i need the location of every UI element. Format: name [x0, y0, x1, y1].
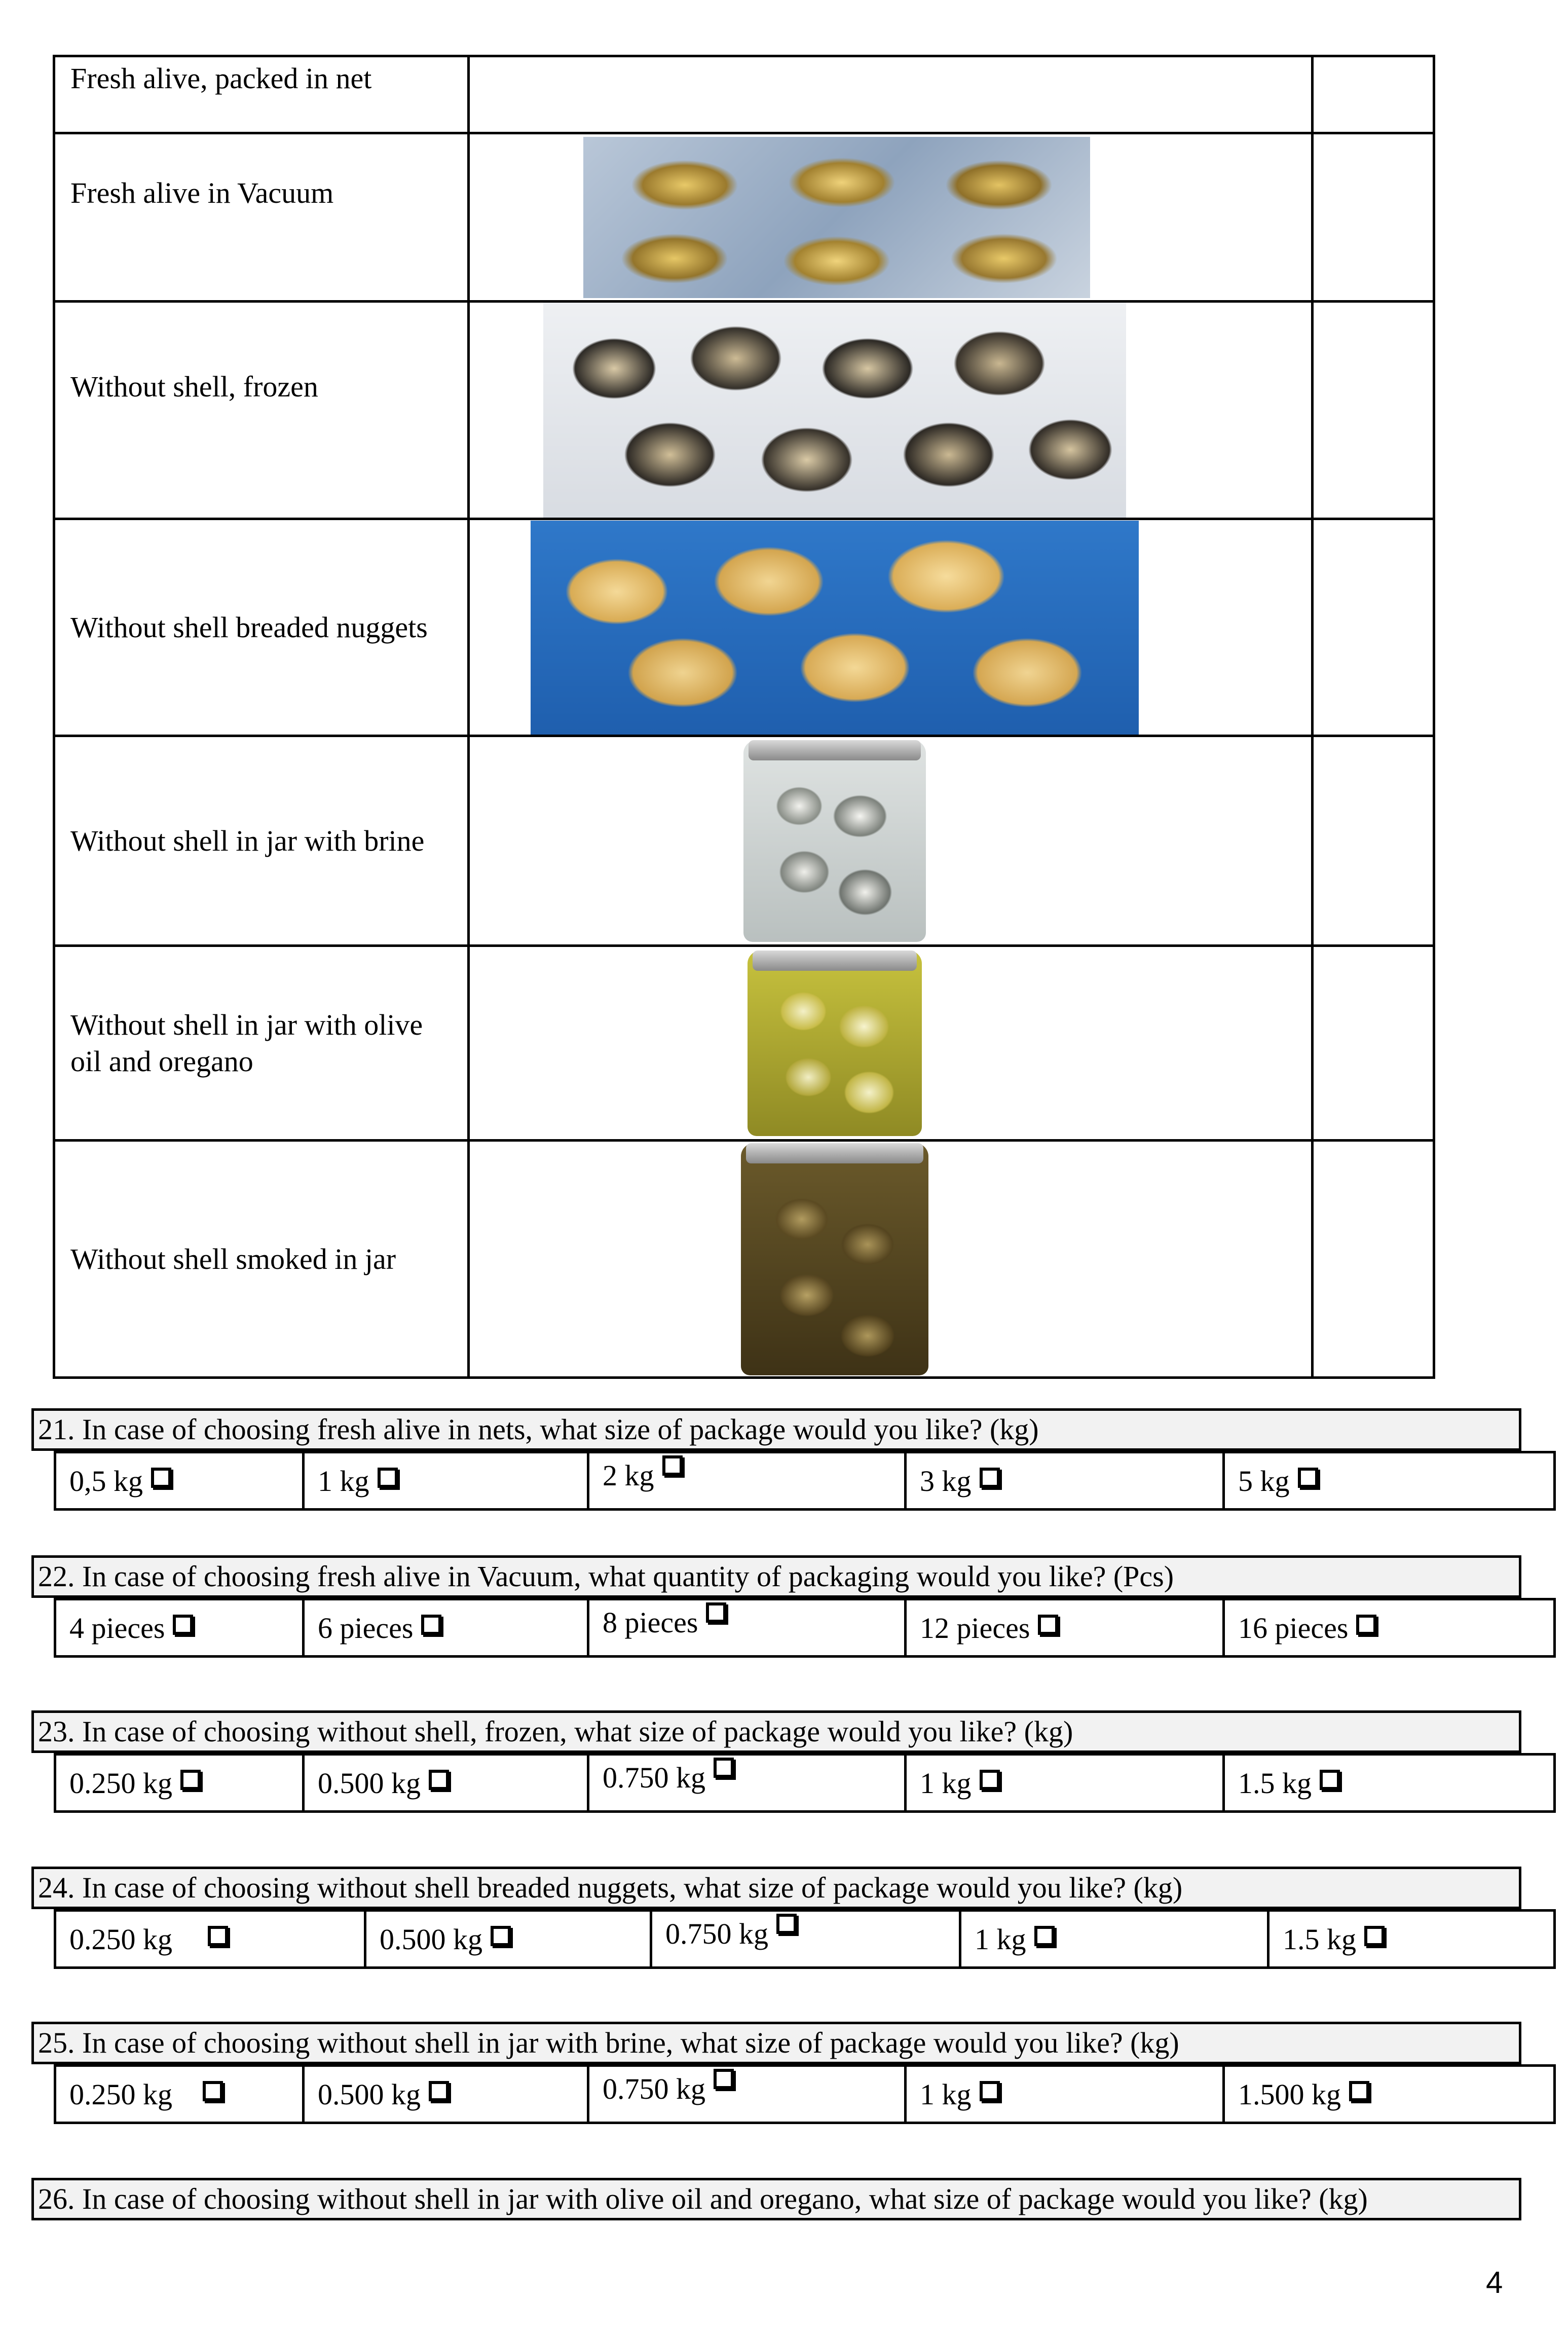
option-cell[interactable]: [56, 2067, 305, 2122]
checkbox-icon[interactable]: [776, 1914, 797, 1934]
page-number: 4: [1486, 2266, 1503, 2299]
option-label: 16 pieces: [1238, 1611, 1349, 1645]
option-label: 4 pieces: [69, 1611, 165, 1645]
product-row: [54, 302, 1434, 519]
checkbox-icon[interactable]: [662, 1455, 683, 1476]
checkbox-icon[interactable]: [180, 1770, 201, 1790]
option-label: 0,5 kg: [69, 1464, 143, 1498]
question-text: 23. In case of choosing without shell, frozen, what size of package would you like? (kg): [31, 1710, 1521, 1753]
product-image-cell: [469, 736, 1313, 946]
selection-cell[interactable]: [1313, 736, 1434, 946]
checkbox-icon[interactable]: [208, 1926, 228, 1946]
option-cell[interactable]: [907, 1453, 1225, 1508]
checkbox-icon[interactable]: [1349, 2081, 1369, 2101]
option-label: 0.750 kg: [665, 1917, 768, 1950]
selection-cell[interactable]: [1313, 302, 1434, 519]
product-image-cell: [469, 519, 1313, 736]
product-label: Fresh alive, packed in net: [54, 56, 469, 133]
option-cell[interactable]: [366, 1912, 652, 1966]
option-label: 0.500 kg: [318, 2077, 421, 2111]
checkbox-icon[interactable]: [429, 2081, 449, 2101]
option-cell[interactable]: [56, 1600, 305, 1655]
option-cell[interactable]: [305, 1453, 589, 1508]
product-row: [54, 133, 1434, 302]
product-label: Fresh alive in Vacuum: [54, 133, 469, 302]
checkbox-icon[interactable]: [706, 1602, 726, 1623]
breaded-nuggets-photo: [531, 521, 1139, 735]
option-label: 1 kg: [920, 2077, 972, 2111]
checkbox-icon[interactable]: [173, 1615, 193, 1635]
option-label: 0.500 kg: [380, 1922, 482, 1956]
option-row: [54, 1753, 1556, 1813]
option-cell[interactable]: [589, 1600, 907, 1655]
product-label: Without shell breaded nuggets: [54, 519, 469, 736]
vacuum-oysters-photo: [583, 137, 1090, 298]
option-cell[interactable]: [1225, 1756, 1553, 1810]
option-label: 6 pieces: [318, 1611, 414, 1645]
option-cell[interactable]: [961, 1912, 1270, 1966]
option-label: 0.250 kg: [69, 2077, 172, 2111]
option-label: 3 kg: [920, 1464, 972, 1498]
option-cell[interactable]: [589, 2067, 907, 2122]
checkbox-icon[interactable]: [491, 1926, 511, 1946]
checkbox-icon[interactable]: [421, 1615, 441, 1635]
product-image-cell: [469, 1141, 1313, 1378]
checkbox-icon[interactable]: [714, 1758, 734, 1778]
question-text: 25. In case of choosing without shell in jar with brine, what size of package would you like? (kg): [31, 2022, 1521, 2064]
selection-cell[interactable]: [1313, 519, 1434, 736]
option-cell[interactable]: [652, 1912, 961, 1966]
option-cell[interactable]: [907, 1756, 1225, 1810]
checkbox-icon[interactable]: [980, 1770, 1000, 1790]
product-row: [54, 1141, 1434, 1378]
option-row: [54, 2064, 1556, 2124]
option-label: 0.750 kg: [603, 1761, 705, 1794]
option-row: [54, 1598, 1556, 1658]
product-image-cell: [469, 302, 1313, 519]
option-cell[interactable]: [305, 2067, 589, 2122]
option-label: 5 kg: [1238, 1464, 1290, 1498]
product-label: Without shell smoked in jar: [54, 1141, 469, 1378]
selection-cell[interactable]: [1313, 133, 1434, 302]
checkbox-icon[interactable]: [151, 1468, 171, 1488]
option-cell[interactable]: [589, 1756, 907, 1810]
jar-smoked-photo: [741, 1143, 928, 1375]
product-image-cell: [469, 133, 1313, 302]
checkbox-icon[interactable]: [1320, 1770, 1340, 1790]
product-label: Without shell in jar with brine: [54, 736, 469, 946]
checkbox-icon[interactable]: [1298, 1468, 1318, 1488]
option-cell[interactable]: [56, 1756, 305, 1810]
option-label: 0.250 kg: [69, 1766, 172, 1800]
checkbox-icon[interactable]: [980, 2081, 1000, 2101]
checkbox-icon[interactable]: [203, 2081, 223, 2101]
option-label: 0.750 kg: [603, 2072, 705, 2105]
selection-cell[interactable]: [1313, 946, 1434, 1141]
selection-cell[interactable]: [1313, 56, 1434, 133]
option-label: 0.250 kg: [69, 1922, 172, 1956]
product-row: [54, 56, 1434, 133]
option-label: 1.5 kg: [1238, 1766, 1312, 1800]
jar-brine-photo: [743, 740, 926, 942]
option-label: 0.500 kg: [318, 1766, 421, 1800]
product-image-cell: [469, 946, 1313, 1141]
checkbox-icon[interactable]: [429, 1770, 449, 1790]
option-row: [54, 1451, 1556, 1511]
checkbox-icon[interactable]: [1364, 1926, 1385, 1946]
product-row: [54, 946, 1434, 1141]
option-cell[interactable]: [1225, 1600, 1553, 1655]
option-cell[interactable]: [1270, 1912, 1553, 1966]
option-cell[interactable]: [1225, 1453, 1553, 1508]
option-cell[interactable]: [907, 2067, 1225, 2122]
checkbox-icon[interactable]: [1356, 1615, 1376, 1635]
option-row: [54, 1909, 1556, 1969]
option-label: 1.5 kg: [1283, 1922, 1356, 1956]
option-label: 1.500 kg: [1238, 2077, 1341, 2111]
option-label: 12 pieces: [920, 1611, 1030, 1645]
option-label: 1 kg: [920, 1766, 972, 1800]
product-row: [54, 736, 1434, 946]
selection-cell[interactable]: [1313, 1141, 1434, 1378]
frozen-oysters-photo: [543, 303, 1126, 518]
question-text: 24. In case of choosing without shell breaded nuggets, what size of package would you like? (kg): [31, 1867, 1521, 1909]
product-label: Without shell, frozen: [54, 302, 469, 519]
option-label: 1 kg: [318, 1464, 369, 1498]
question-text: 22. In case of choosing fresh alive in Vacuum, what quantity of packaging would you like? (Pcs): [31, 1555, 1521, 1598]
option-cell[interactable]: [1225, 2067, 1553, 2122]
jar-oregano-photo: [748, 951, 922, 1136]
question-text: 26. In case of choosing without shell in jar with olive oil and oregano, what size of package would you like? (kg): [31, 2178, 1521, 2220]
option-cell[interactable]: [305, 1756, 589, 1810]
checkbox-icon[interactable]: [378, 1468, 398, 1488]
checkbox-icon[interactable]: [980, 1468, 1000, 1488]
checkbox-icon[interactable]: [1038, 1615, 1058, 1635]
question-text: 21. In case of choosing fresh alive in nets, what size of package would you like? (kg): [31, 1408, 1521, 1451]
checkbox-icon[interactable]: [1034, 1926, 1055, 1946]
product-label: Without shell in jar with olive oil and oregano: [54, 946, 469, 1141]
product-table: [53, 55, 1435, 1379]
option-cell[interactable]: [589, 1453, 907, 1508]
option-cell[interactable]: [305, 1600, 589, 1655]
product-row: [54, 519, 1434, 736]
option-label: 2 kg: [603, 1459, 654, 1492]
option-label: 1 kg: [975, 1922, 1026, 1956]
option-cell[interactable]: [56, 1912, 366, 1966]
option-cell[interactable]: [907, 1600, 1225, 1655]
option-cell[interactable]: [56, 1453, 305, 1508]
checkbox-icon[interactable]: [714, 2069, 734, 2089]
product-image-cell: [469, 56, 1313, 133]
option-label: 8 pieces: [603, 1606, 698, 1639]
